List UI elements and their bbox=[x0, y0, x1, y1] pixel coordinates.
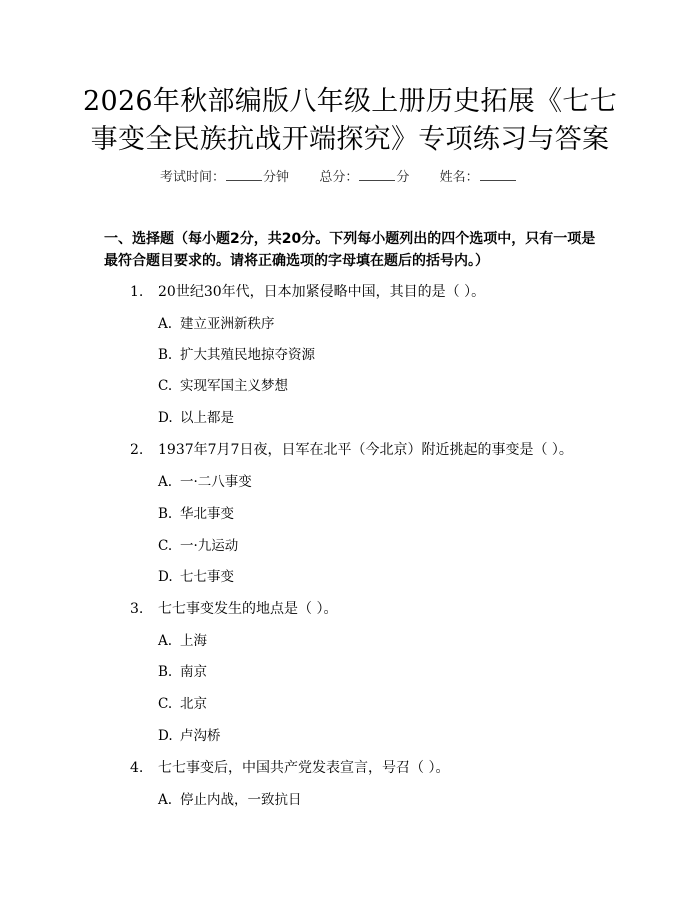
option-text: 以上都是 bbox=[180, 410, 234, 426]
student-name-field bbox=[440, 168, 517, 188]
option-text: 卢沟桥 bbox=[180, 728, 221, 744]
option-letter: D. bbox=[158, 410, 173, 426]
option-text: 扩大其殖民地掠夺资源 bbox=[180, 347, 315, 363]
question-4-option-a[interactable] bbox=[158, 790, 558, 810]
total-score-blank[interactable] bbox=[359, 168, 395, 181]
option-text: 一·二八事变 bbox=[180, 474, 252, 490]
question-2 bbox=[130, 440, 630, 460]
document-title-line-2: 事变全民族抗战开端探究》专项练习与答案 bbox=[90, 124, 610, 155]
exam-info-line bbox=[160, 168, 560, 188]
question-text: 20世纪30年代，日本加紧侵略中国，其目的是（ ）。 bbox=[158, 284, 486, 300]
student-name-label: 姓名： bbox=[439, 170, 479, 185]
question-1 bbox=[130, 282, 630, 302]
total-score-unit: 分 bbox=[396, 170, 410, 185]
document-title-line-1: 2026年秋部编版八年级上册历史拓展《七七 bbox=[82, 86, 617, 117]
question-1-option-b[interactable] bbox=[158, 345, 558, 365]
option-text: 上海 bbox=[180, 633, 207, 649]
option-letter: A. bbox=[158, 316, 173, 332]
question-3 bbox=[130, 599, 630, 619]
total-score-label: 总分： bbox=[319, 170, 359, 185]
question-text: 1937年7月7日夜，日军在北平（今北京）附近挑起的事变是（ ）。 bbox=[158, 442, 573, 458]
exam-time-field bbox=[160, 168, 289, 188]
exam-time-blank[interactable] bbox=[226, 168, 262, 181]
question-3-option-a[interactable] bbox=[158, 631, 558, 651]
total-score-field bbox=[319, 168, 409, 188]
question-number: 3. bbox=[130, 601, 144, 617]
question-1-option-a[interactable] bbox=[158, 314, 558, 334]
question-2-option-c[interactable] bbox=[158, 536, 558, 556]
option-letter: B. bbox=[158, 506, 173, 522]
option-text: 七七事变 bbox=[180, 569, 234, 585]
question-3-option-b[interactable] bbox=[158, 662, 558, 682]
question-2-option-a[interactable] bbox=[158, 472, 558, 492]
option-text: 一·九运动 bbox=[180, 538, 239, 554]
question-number: 2. bbox=[130, 442, 144, 458]
question-3-option-d[interactable] bbox=[158, 726, 558, 746]
option-text: 华北事变 bbox=[180, 506, 234, 522]
section-1-heading-line-1: 一、选择题（每小题2分，共20分。下列每小题列出的四个选项中，只有一项是 bbox=[104, 231, 596, 247]
section-1-heading bbox=[104, 228, 604, 272]
question-1-option-d[interactable] bbox=[158, 408, 558, 428]
exam-time-label: 考试时间： bbox=[160, 170, 226, 185]
question-2-option-d[interactable] bbox=[158, 567, 558, 587]
question-1-option-c[interactable] bbox=[158, 376, 558, 396]
option-letter: A. bbox=[158, 633, 173, 649]
option-letter: C. bbox=[158, 378, 173, 394]
option-letter: C. bbox=[158, 538, 173, 554]
option-letter: A. bbox=[158, 474, 173, 490]
question-2-option-b[interactable] bbox=[158, 504, 558, 524]
option-letter: A. bbox=[158, 792, 173, 808]
question-number: 1. bbox=[130, 284, 144, 300]
option-text: 停止内战，一致抗日 bbox=[180, 792, 302, 808]
student-name-blank[interactable] bbox=[480, 168, 516, 181]
option-letter: C. bbox=[158, 696, 173, 712]
section-1-heading-line-2: 最符合题目要求的。请将正确选项的字母填在题后的括号内。） bbox=[104, 253, 489, 269]
option-text: 建立亚洲新秩序 bbox=[180, 316, 275, 332]
question-number: 4. bbox=[130, 760, 144, 776]
option-letter: D. bbox=[158, 569, 173, 585]
option-text: 南京 bbox=[180, 664, 207, 680]
question-text: 七七事变发生的地点是（ ）。 bbox=[158, 601, 338, 617]
option-letter: D. bbox=[158, 728, 173, 744]
question-3-option-c[interactable] bbox=[158, 694, 558, 714]
question-text: 七七事变后，中国共产党发表宣言，号召（ ）。 bbox=[158, 760, 450, 776]
exam-time-unit: 分钟 bbox=[263, 170, 290, 185]
question-4 bbox=[130, 758, 630, 778]
option-text: 北京 bbox=[180, 696, 207, 712]
option-letter: B. bbox=[158, 347, 173, 363]
option-letter: B. bbox=[158, 664, 173, 680]
option-text: 实现军国主义梦想 bbox=[180, 378, 288, 394]
